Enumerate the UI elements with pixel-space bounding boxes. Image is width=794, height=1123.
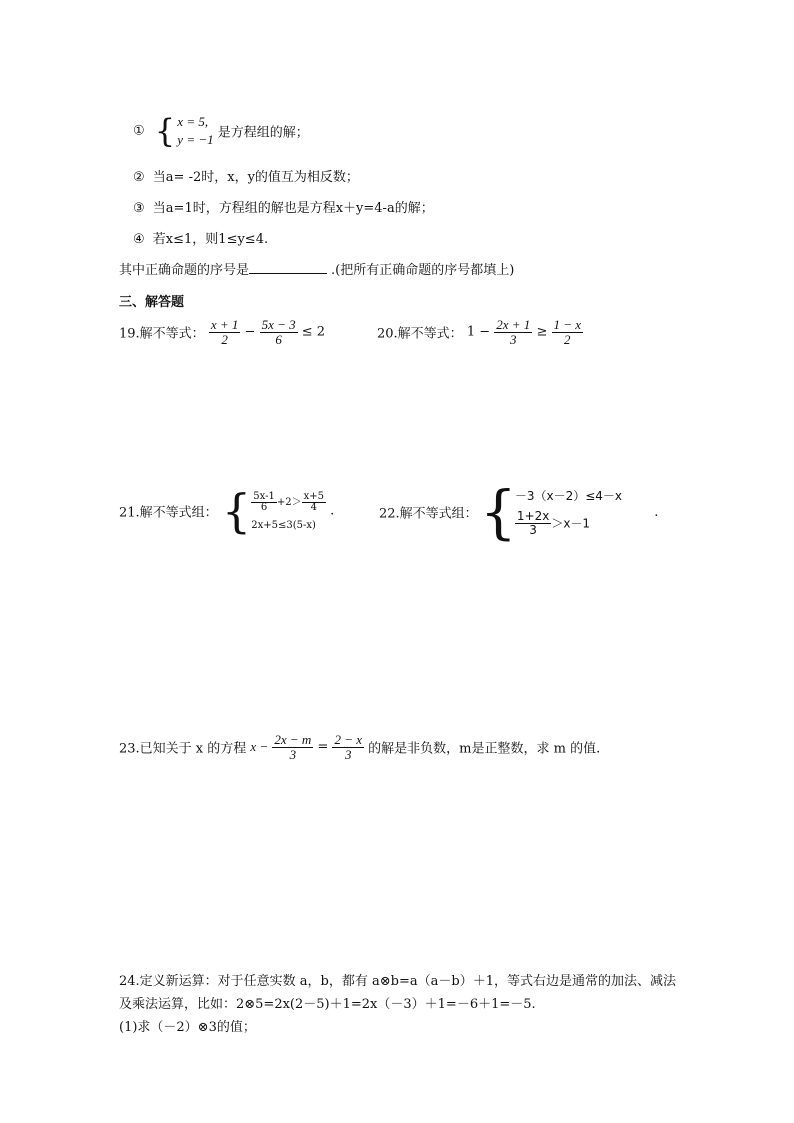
q21-l1-mid: +2＞	[276, 496, 302, 508]
q21-line-1	[251, 492, 326, 514]
q19-label: 19.解不等式：	[119, 326, 205, 342]
q23-f1-numerator: 2x − m	[274, 732, 312, 747]
q21-l1-right-numerator: x+5	[303, 490, 324, 502]
proposition-2	[133, 166, 359, 185]
question-24-line-3: (1)求（－2）⊗3的值；	[119, 1020, 256, 1035]
fill-prompt-before: 其中正确命题的序号是	[119, 263, 250, 278]
q21-system	[251, 492, 326, 531]
q19-f2-numerator: 5x − 3	[261, 317, 296, 332]
system-line-2: y = −1	[177, 132, 214, 147]
q23-fraction-1	[272, 733, 313, 761]
q22-end: .	[654, 504, 659, 520]
question-24-line-1: 24.定义新运算：对于任意实数 a，b，都有 a⊗b=a（a－b）＋1，等式右边是通常的加法、减法	[119, 974, 676, 989]
question-21	[119, 484, 334, 538]
q21-l1-numerator: 5x-1	[253, 490, 275, 502]
q22-system	[515, 487, 622, 536]
q21-l1-fraction-left	[251, 492, 277, 514]
q20-lead: 1 −	[466, 324, 491, 340]
q22-brace: {	[479, 478, 517, 546]
q20-f2-denominator: 2	[564, 331, 571, 347]
system-line-1: x = 5,	[177, 114, 209, 129]
q20-f2-numerator: 1 − x	[553, 317, 582, 332]
q21-brace: {	[221, 484, 252, 538]
marker-3: ③	[133, 201, 145, 216]
brace: {	[154, 112, 176, 150]
q22-label: 22.解不等式组：	[379, 506, 478, 522]
q21-end: .	[330, 503, 335, 519]
q21-line-2: 2x+5≤3(5-x)	[251, 519, 316, 531]
q19-f2-denominator: 6	[275, 331, 282, 347]
q20-f1-numerator: 2x + 1	[496, 317, 531, 332]
q19-f1-denominator: 2	[221, 331, 228, 347]
question-22	[379, 478, 658, 546]
q20-fraction-1	[494, 318, 532, 346]
q22-l2-denominator: 3	[529, 523, 537, 537]
q22-l2-fraction	[515, 510, 551, 536]
q19-f1-numerator: x + 1	[210, 317, 239, 332]
proposition-2-text: 当a= -2时，x，y的值互为相反数；	[152, 170, 359, 185]
q22-line-1: －3（x－2）≤4－x	[514, 489, 623, 504]
question-23	[119, 733, 600, 761]
answer-blank[interactable]	[249, 261, 327, 274]
proposition-4-text: 若x≤1，则1≤y≤4.	[152, 232, 269, 247]
proposition-4	[133, 228, 268, 247]
q23-f2-numerator: 2 − x	[334, 732, 363, 747]
equation-system	[177, 113, 213, 149]
q22-l2-numerator: 1+2x	[516, 509, 550, 524]
fill-in-prompt	[119, 259, 514, 278]
question-24-line-2: 及乘法运算，比如：2⊗5=2x(2－5)＋1=2x（－3）＋1=－6＋1=－5.	[119, 997, 536, 1012]
q19-fraction-1	[209, 318, 241, 346]
marker-4: ④	[133, 232, 145, 247]
q23-after: 的解是非负数，m是正整数，求 m 的值.	[368, 741, 601, 757]
q22-line-2	[515, 510, 622, 536]
fill-prompt-after: .(把所有正确命题的序号都填上)	[331, 263, 515, 278]
proposition-1-text: 是方程组的解；	[217, 125, 309, 141]
section-title: 三、解答题	[119, 295, 185, 310]
q20-fraction-2	[552, 318, 584, 346]
q20-label: 20.解不等式：	[377, 326, 463, 342]
q23-f1-denominator: 3	[289, 746, 297, 762]
q23-eq: =	[317, 739, 329, 755]
q19-minus: −	[244, 324, 256, 340]
question-19	[119, 318, 325, 346]
q21-l1-fraction-right	[302, 492, 326, 514]
question-20	[377, 318, 583, 346]
q21-l1-right-denominator: 4	[310, 502, 317, 513]
q23-before: 23.已知关于 x 的方程	[119, 741, 247, 757]
q20-ge: ≥	[536, 324, 548, 340]
q19-tail: ≤ 2	[301, 324, 326, 340]
q23-lead: x −	[250, 739, 269, 755]
q23-f2-denominator: 3	[345, 746, 352, 762]
q23-fraction-2	[332, 733, 364, 761]
proposition-1	[133, 112, 309, 150]
marker-2: ②	[133, 170, 145, 185]
marker-1: ①	[133, 123, 145, 139]
proposition-3-text: 当a=1时，方程组的解也是方程x＋y=4-a的解；	[152, 201, 434, 216]
q22-l2-tail: ＞x－1	[551, 517, 591, 531]
q21-label: 21.解不等式组：	[119, 505, 218, 521]
q20-f1-denominator: 3	[510, 331, 517, 347]
q21-l1-denominator: 6	[260, 502, 268, 513]
proposition-3	[133, 197, 434, 216]
q19-fraction-2	[260, 318, 298, 346]
